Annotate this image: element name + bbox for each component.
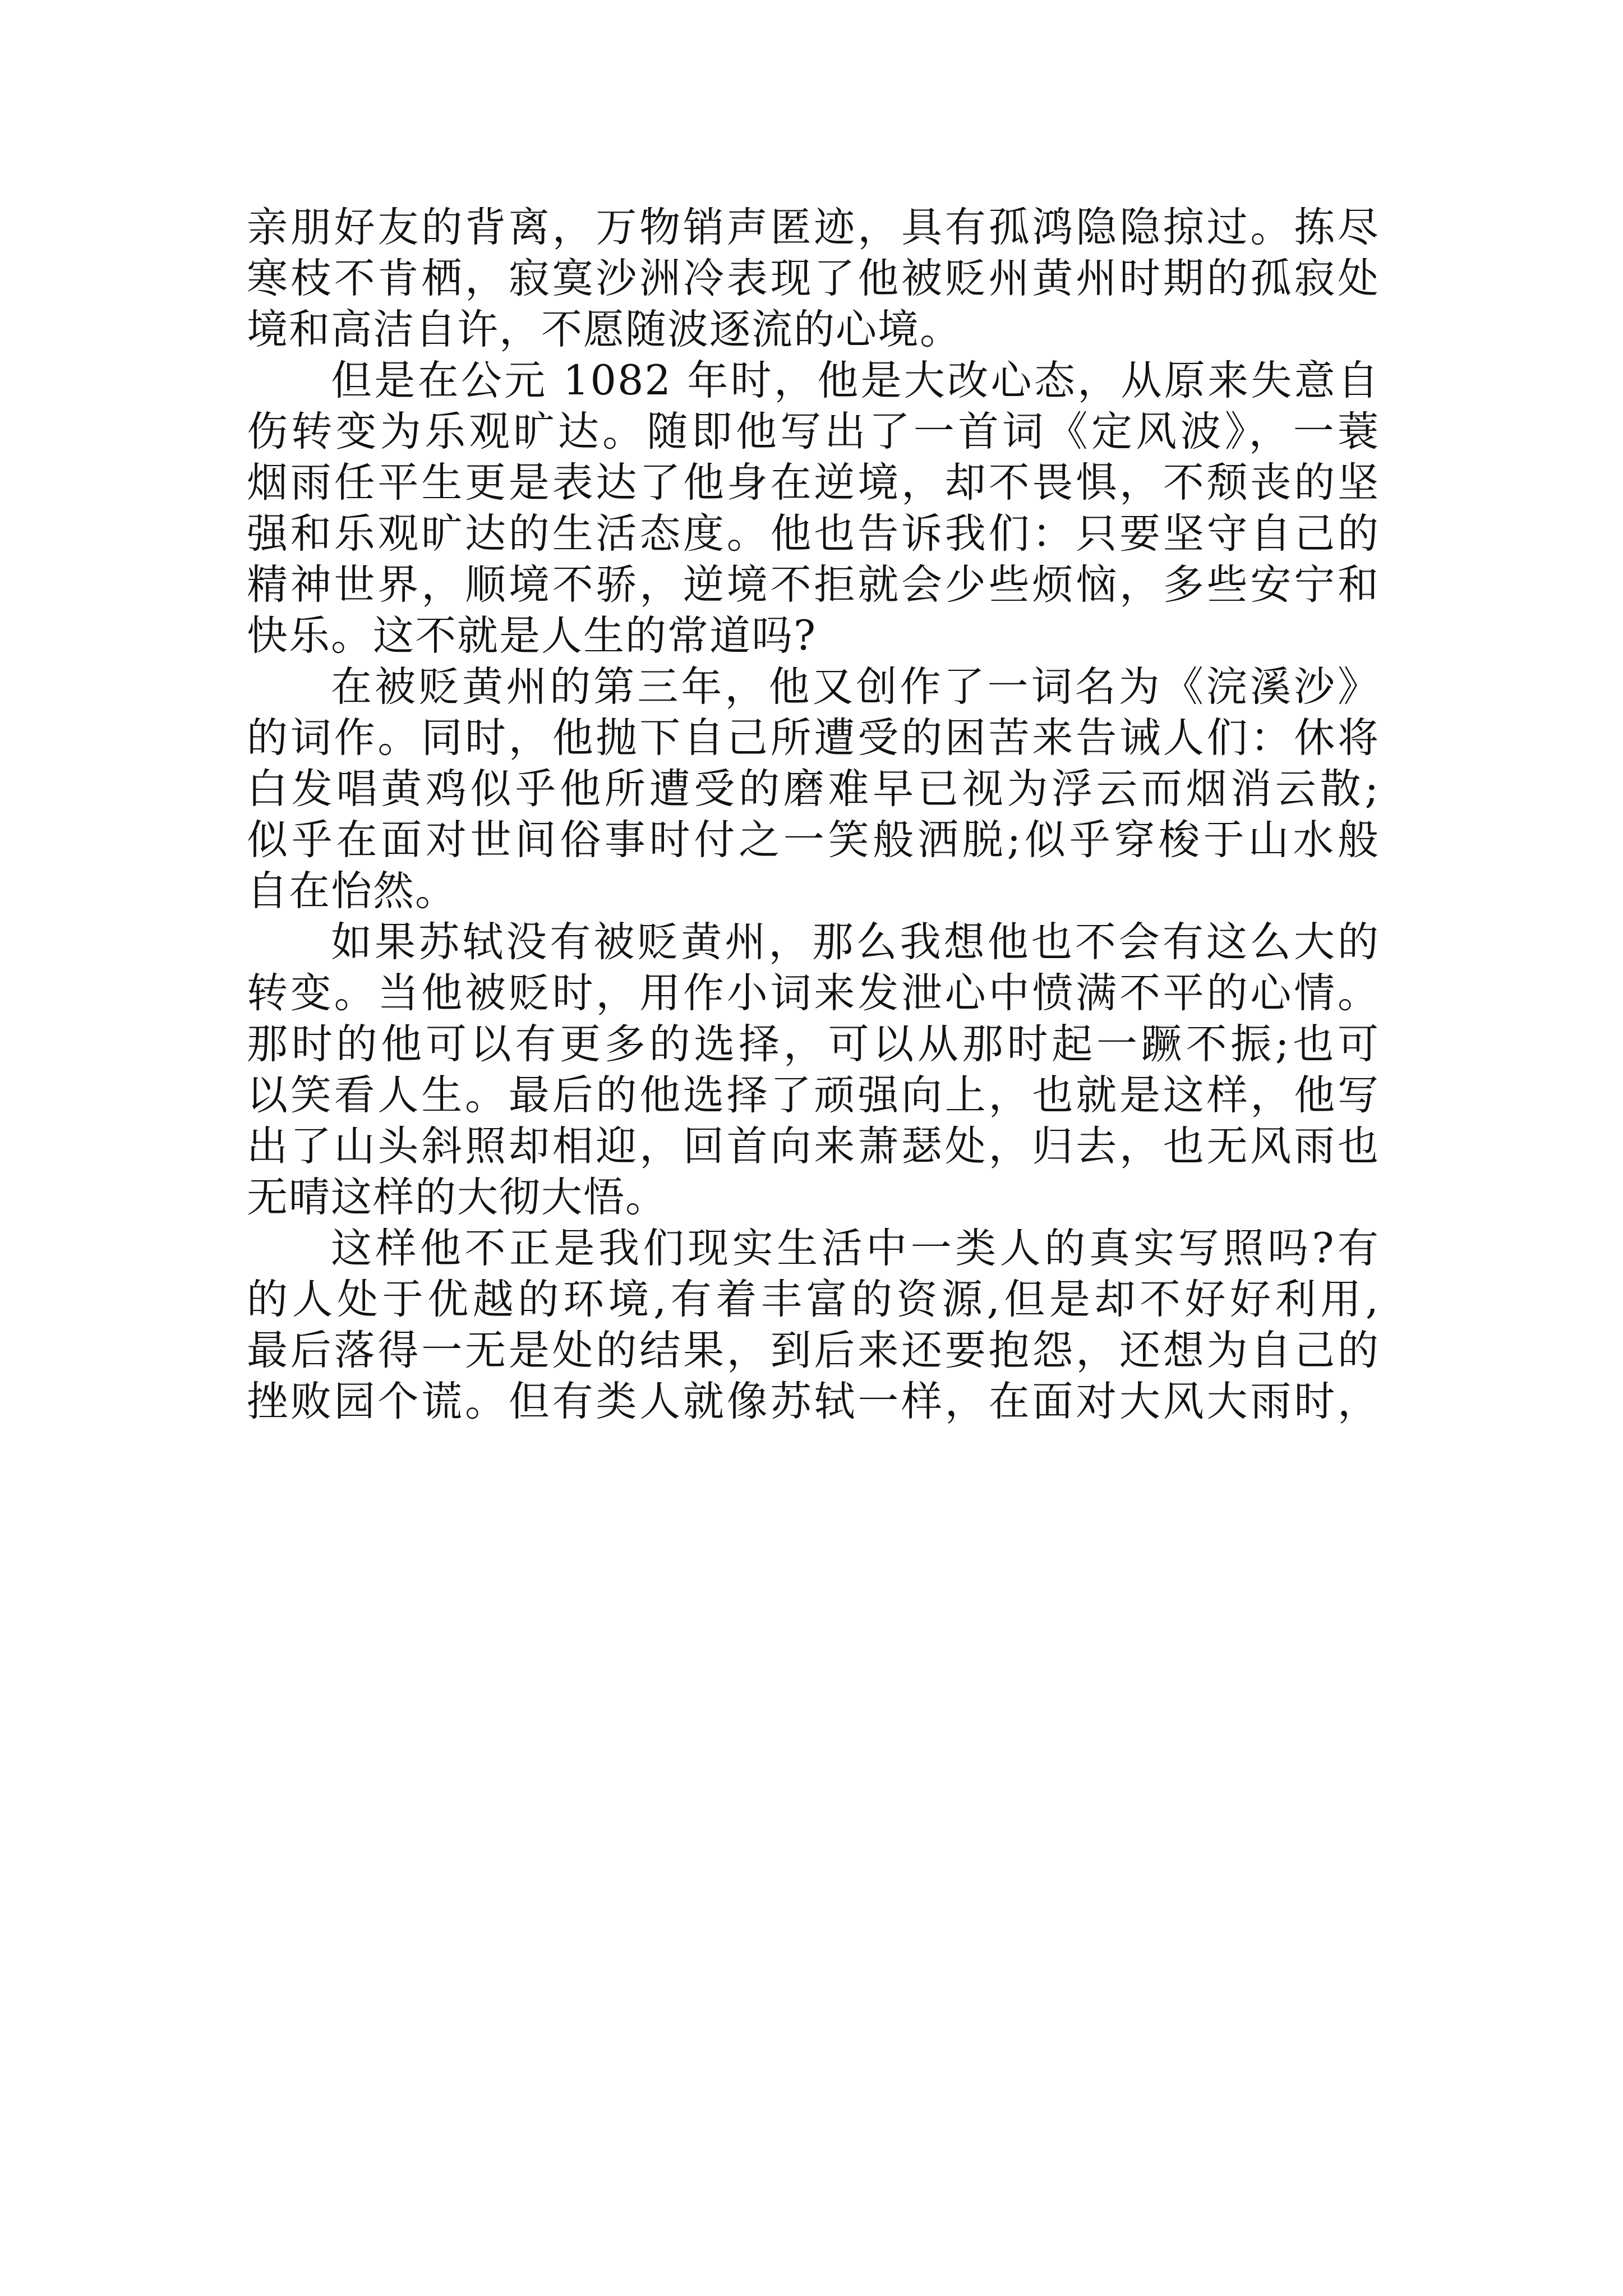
text-line: 最后落得一无是处的结果，到后来还要抱怨，还想为自己的 [247,1327,1380,1374]
text-line: 转变。当他被贬时，用作小词来发泄心中愤满不平的心情。 [247,969,1380,1017]
text-line: 这样他不正是我们现实生活中一类人的真实写照吗?有 [331,1225,1380,1272]
paragraph-2 [247,355,1380,661]
text-line: 白发唱黄鸡似乎他所遭受的磨难早已视为浮云而烟消云散; [247,765,1380,813]
text-line: 快乐。这不就是人生的常道吗? [247,612,817,660]
text-line: 以笑看人生。最后的他选择了顽强向上，也就是这样，他写 [247,1071,1380,1119]
text-line: 的词作。同时，他抛下自己所遭受的困苦来告诫人们：休将 [247,714,1380,762]
text-line: 烟雨任平生更是表达了他身在逆境，却不畏惧，不颓丧的坚 [247,459,1380,507]
text-line: 但是在公元 1082 年时，他是大改心态，从原来失意自 [331,357,1380,404]
text-line: 无晴这样的大彻大悟。 [247,1174,667,1221]
paragraph-4 [247,917,1380,1223]
text-line: 的人处于优越的环境,有着丰富的资源,但是却不好好利用, [247,1276,1380,1323]
text-line: 精神世界，顺境不骄，逆境不拒就会少些烦恼，多些安宁和 [247,561,1380,609]
text-line: 如果苏轼没有被贬黄州，那么我想他也不会有这么大的 [331,918,1380,966]
text-line: 似乎在面对世间俗事时付之一笑般洒脱;似乎穿梭于山水般 [247,816,1380,864]
paragraph-3 [247,661,1380,917]
paragraph-5 [247,1223,1380,1427]
text-line: 寒枝不肯栖，寂寞沙洲冷表现了他被贬州黄州时期的孤寂处 [247,255,1380,302]
text-line: 那时的他可以有更多的选择，可以从那时起一蹶不振;也可 [247,1020,1380,1068]
text-line: 出了山头斜照却相迎，回首向来萧瑟处，归去，也无风雨也 [247,1122,1380,1170]
text-line: 在被贬黄州的第三年，他又创作了一词名为《浣溪沙》 [331,663,1380,711]
body-text [247,202,1380,1427]
text-line: 自在怡然。 [247,867,457,915]
text-line: 亲朋好友的背离，万物销声匿迹，具有孤鸿隐隐掠过。拣尽 [247,204,1380,251]
text-line: 境和高洁自许，不愿随波逐流的心境。 [247,306,962,353]
text-line: 强和乐观旷达的生活态度。他也告诉我们：只要坚守自己的 [247,510,1380,558]
text-line: 挫败园个谎。但有类人就像苏轼一样，在面对大风大雨时， [247,1378,1380,1425]
text-line: 伤转变为乐观旷达。随即他写出了一首词《定风波》，一蓑 [247,408,1380,455]
paragraph-1 [247,202,1380,355]
